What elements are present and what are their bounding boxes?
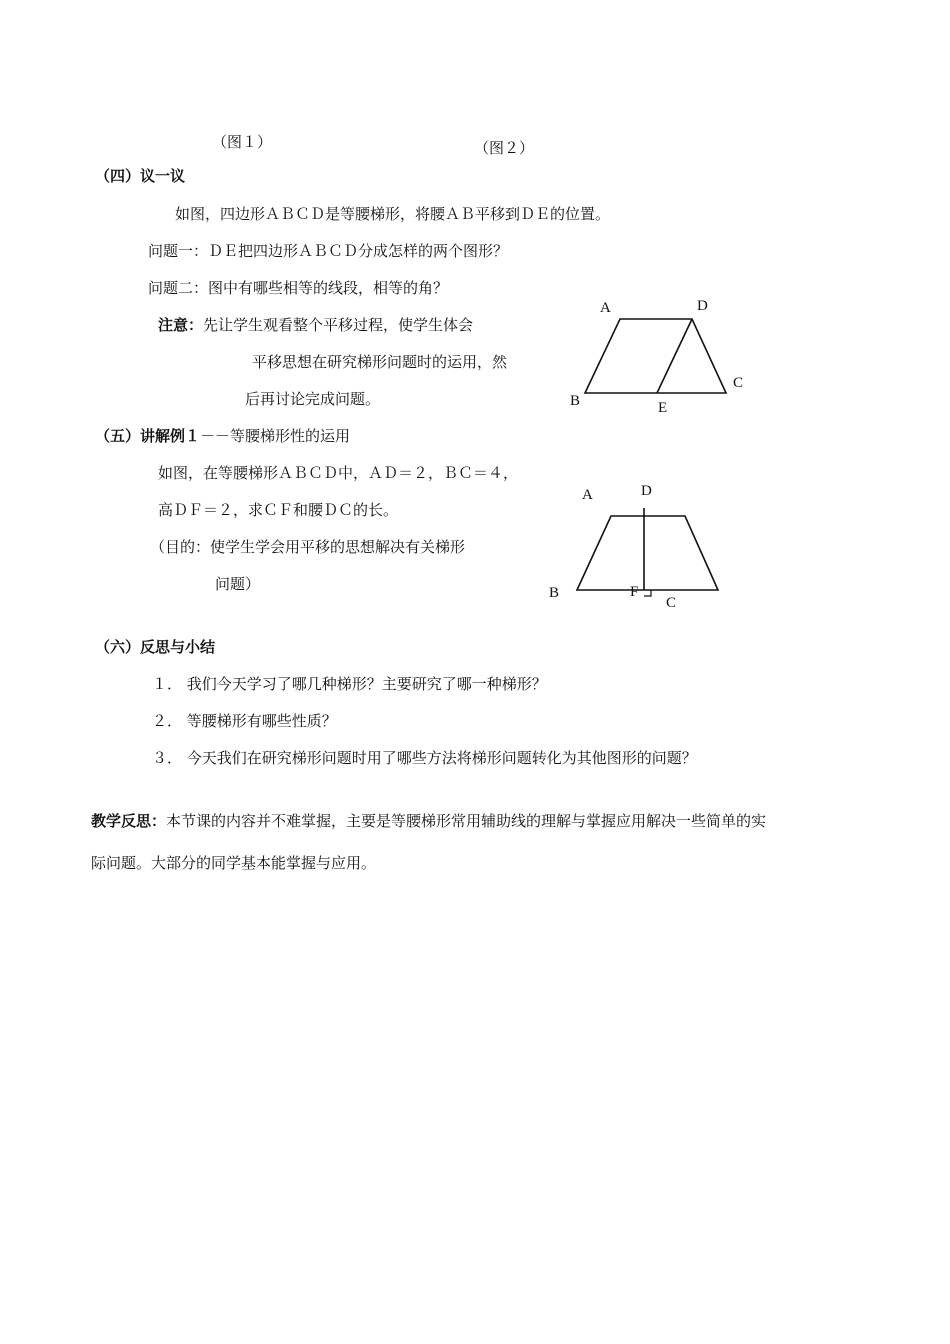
- teaching-reflection-line-1: [91, 811, 766, 831]
- section-4-question-2: 问题二：图中有哪些相等的线段，相等的角？: [148, 279, 449, 297]
- label-d: D: [697, 298, 708, 314]
- segment-de: [657, 319, 692, 393]
- figure-2-caption: （图２）: [474, 139, 535, 157]
- figure-1-caption: （图１）: [212, 133, 273, 151]
- section-4-intro: 如图，四边形ＡＢＣＤ是等腰梯形，将腰ＡＢ平移到ＤＥ的位置。: [175, 205, 611, 223]
- summary-item-2: ２． 等腰梯形有哪些性质？: [152, 712, 337, 730]
- label-a-2: A: [582, 487, 593, 503]
- section-4-heading: （四）议一议: [95, 167, 186, 185]
- section-5-heading-bold: （五）讲解例１: [95, 427, 201, 445]
- summary-item-3: ３． 今天我们在研究梯形问题时用了哪些方法将梯形问题转化为其他图形的问题？: [152, 749, 697, 767]
- note-text-line-2: 平移思想在研究梯形问题时的运用，然: [252, 353, 508, 371]
- purpose-line-1: （目的：使学生学会用平移的思想解决有关梯形: [150, 538, 466, 556]
- note-label: 注意：: [158, 316, 204, 334]
- section-5-heading-rest: －－等腰梯形性的运用: [200, 427, 351, 445]
- section-4-note: [158, 315, 473, 335]
- section-4-question-1: 问题一：ＤＥ把四边形ＡＢＣＤ分成怎样的两个图形？: [148, 242, 509, 260]
- trapezoid-abcd-2: [577, 516, 718, 590]
- purpose-line-2: 问题）: [215, 575, 261, 593]
- section-5-heading: [95, 426, 350, 446]
- reflection-label: 教学反思：: [91, 812, 167, 830]
- note-text-line-3: 后再讨论完成问题。: [245, 390, 381, 408]
- note-text-line-1: 先让学生观看整个平移过程，使学生体会: [203, 316, 474, 334]
- right-angle-mark: [644, 590, 651, 596]
- example-line-1: 如图，在等腰梯形ＡＢＣＤ中，ＡＤ＝２，ＢＣ＝４，: [158, 464, 519, 482]
- trapezoid-abcd: [585, 319, 726, 393]
- teaching-reflection-line-2: 际问题。大部分的同学基本能掌握与应用。: [91, 854, 377, 872]
- reflection-text: 本节课的内容并不难掌握，主要是等腰梯形常用辅助线的理解与掌握应用解决一些简单的实: [166, 812, 767, 830]
- label-e: E: [658, 400, 668, 416]
- label-c: C: [733, 375, 744, 391]
- label-c-2: C: [666, 595, 677, 611]
- label-a: A: [600, 300, 611, 316]
- label-d-2: D: [641, 483, 652, 499]
- trapezoid-figure-translation: [560, 292, 760, 422]
- label-f: F: [630, 584, 639, 600]
- label-b: B: [570, 393, 581, 409]
- summary-item-1: １． 我们今天学习了哪几种梯形？主要研究了哪一种梯形？: [152, 675, 547, 693]
- example-line-2: 高ＤＦ＝２，求ＣＦ和腰ＤＣ的长。: [158, 501, 399, 519]
- trapezoid-figure-height: [540, 478, 740, 618]
- section-6-heading: （六）反思与小结: [95, 638, 216, 656]
- label-b-2: B: [549, 585, 560, 601]
